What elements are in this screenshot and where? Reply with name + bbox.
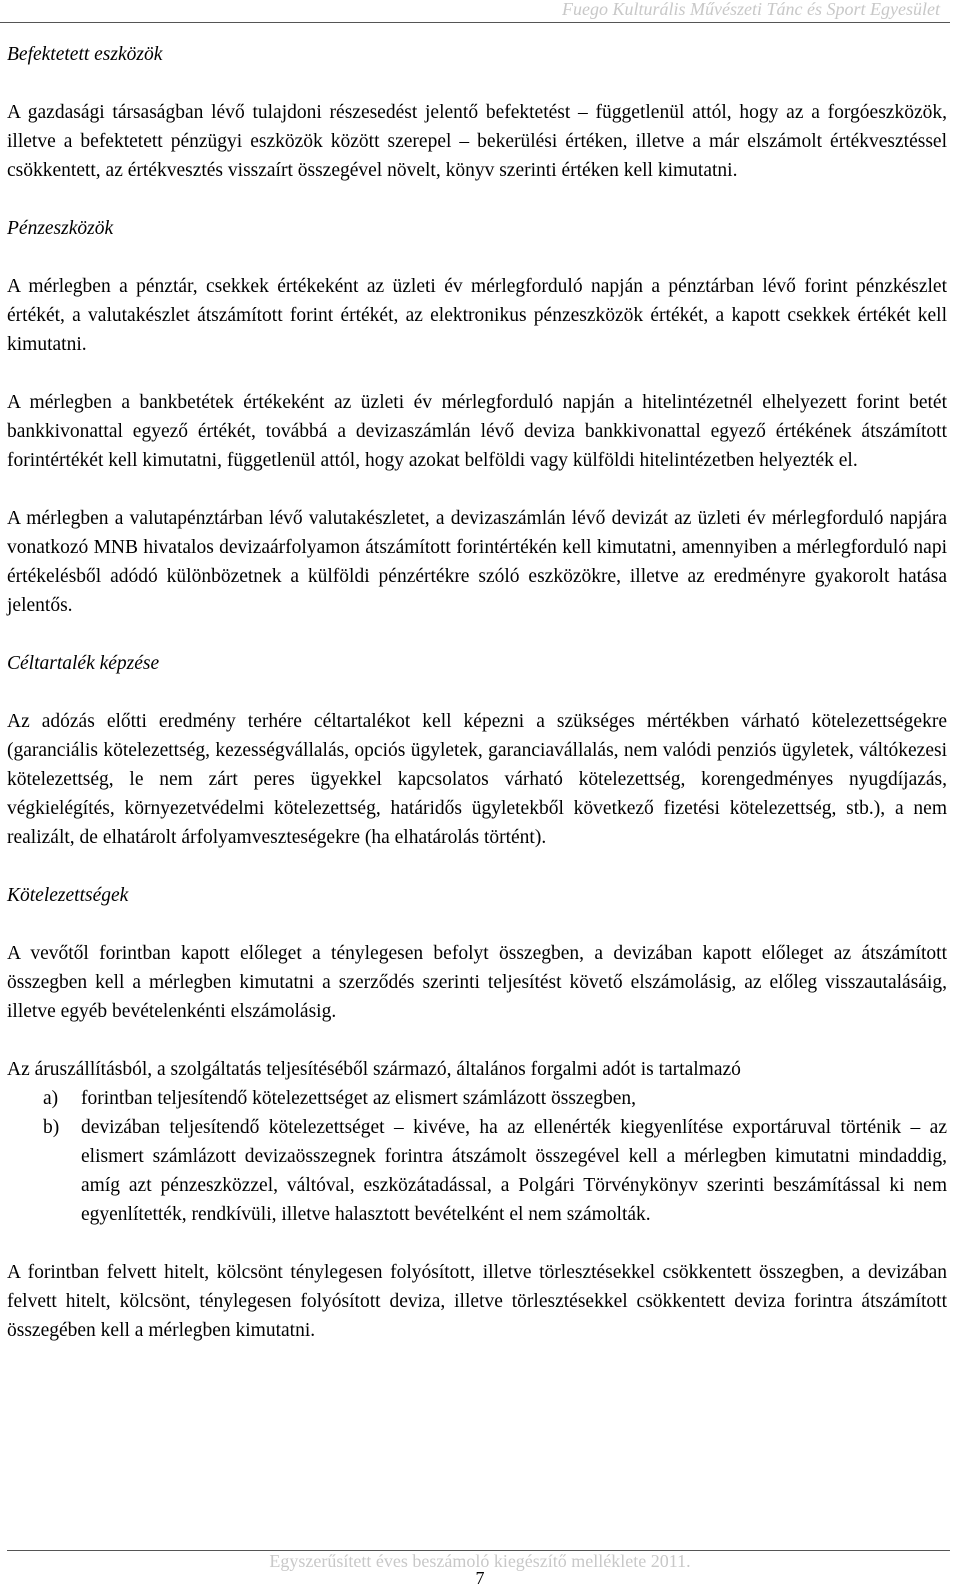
list-marker: b) bbox=[43, 1117, 60, 1138]
list-item-a bbox=[7, 1084, 947, 1113]
paragraph-kotelezettsegek-1: A vevőtől forintban kapott előleget a ténylegesen befolyt összegben, a devizában kapott előleget az átszámított összegben kell a mérlegben kimutatni a szerződés szerinti teljesítést követő elszámolásig, az előleg visszautalásáig, illetve egyéb bevételenkénti elszámolásig. bbox=[7, 943, 947, 1022]
list-item-text: devizában teljesítendő kötelezettséget – kivéve, ha az ellenérték kiegyenlítése exportáruval történik – az elismert számlázott devizaösszegnek forintra átszámolt összegével kell a mérlegben kimutatni mindaddig, amíg azt pénzeszközzel, váltóval, eszközátadással, a Polgári Törvénykönyv szerinti beszámítással ki nem egyenlítették, rendkívüli, illetve halasztott bevételként el nem számolták. bbox=[81, 1117, 947, 1225]
document-body bbox=[7, 40, 947, 1345]
heading-penzeszkozok: Pénzeszközök bbox=[7, 218, 114, 239]
paragraph-penzeszkozok-1: A mérlegben a pénztár, csekkek értékeként az üzleti év mérlegforduló napján a pénztárban lévő forint pénzkészlet értékét, a valutakészlet átszámított forint értékét, az elektronikus pénzeszközök értékét, a kapott csekkek értékét kell kimutatni. bbox=[7, 276, 947, 355]
paragraph-celtartalek-1: Az adózás előtti eredmény terhére céltartalékot kell képezni a szükséges mértékben várható kötelezettségekre (garanciális kötelezettség, kezességvállalás, opciós ügyletek, garanciavállalás, nem valódi penziós ügyletek, váltókezesi kötelezettség, le nem zárt peres ügyekkel kapcsolatos várható kötelezettség, korengedményes nyugdíjazás, végkielégítés, környezetvédelmi kötelezettség, határidős ügyletekből következő fizetési kötelezettség, stb.), a nem realizált, de elhatárolt árfolyamveszteségekre (ha elhatárolás történt). bbox=[7, 711, 947, 848]
paragraph-kotelezettsegek-2: Az áruszállításból, a szolgáltatás teljesítéséből származó, általános forgalmi adót is tartalmazó bbox=[7, 1059, 741, 1080]
heading-befektetett-eszkozok: Befektetett eszközök bbox=[7, 44, 163, 65]
paragraph-penzeszkozok-2: A mérlegben a bankbetétek értékeként az üzleti év mérlegforduló napján a hitelintézetnél elhelyezett forint betét bankkivonattal egyező értékét, továbbá a devizaszámlán lévő deviza bankkivonattal egyező értékének átszámított forintértékét kell kimutatni, függetlenül attól, hogy azokat belföldi vagy külföldi hitelintézetben helyezték el. bbox=[7, 392, 947, 471]
heading-kotelezettsegek: Kötelezettségek bbox=[7, 885, 129, 906]
list-item-text: forintban teljesítendő kötelezettséget az elismert számlázott összegben, bbox=[81, 1088, 636, 1109]
header-title: Fuego Kulturális Művészeti Tánc és Sport Egyesület bbox=[562, 0, 940, 19]
heading-celtartalek-kepzese: Céltartalék képzése bbox=[7, 653, 160, 674]
page-number: 7 bbox=[475, 1568, 485, 1588]
list-item-b bbox=[7, 1113, 947, 1229]
paragraph-penzeszkozok-3: A mérlegben a valutapénztárban lévő valutakészletet, a devizaszámlán lévő devizát az üzleti év mérlegforduló napjára vonatkozó MNB hivatalos devizaárfolyamon átszámított forintértékén kell kimutatni, amennyiben a mérlegforduló napi értékelésből adódó különbözetnek a külföldi pénzértékre szóló eszközökre, illetve az eredményre gyakorolt hatása jelentős. bbox=[7, 508, 947, 616]
list-marker: a) bbox=[43, 1088, 59, 1109]
page-header bbox=[0, 0, 950, 23]
kotelezettsegek-list bbox=[7, 1084, 947, 1229]
paragraph-befektetett-1: A gazdasági társaságban lévő tulajdoni részesedést jelentő befektetést – függetlenül attól, hogy az a forgóeszközök, illetve a befektetett pénzügyi eszközök között szerepel – bekerülési értéken, illetve a már elszámolt értékvesztéssel csökkentett, az értékvesztés visszaírt összegével növelt, könyv szerinti értéken kell kimutatni. bbox=[7, 102, 947, 181]
paragraph-kotelezettsegek-3: A forintban felvett hitelt, kölcsönt ténylegesen folyósított, illetve törlesztésekkel csökkentett összegben, a devizában felvett hitelt, kölcsönt, ténylegesen folyósított deviza, illetve törlesztésekkel csökkentett deviza forintra átszámított összegében kell a mérlegben kimutatni. bbox=[7, 1262, 947, 1341]
footer-text: Egyszerűsített éves beszámoló kiegészítő melléklete 2011. bbox=[269, 1551, 691, 1571]
